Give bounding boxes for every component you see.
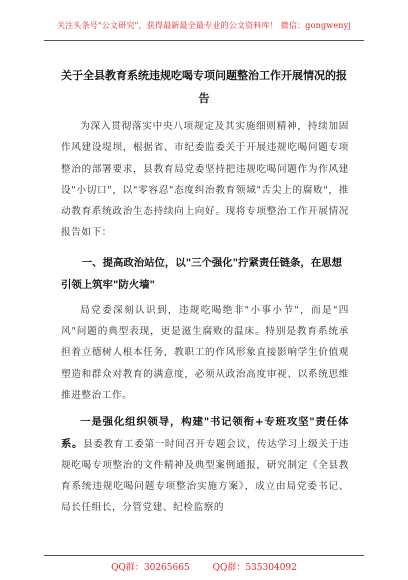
document-body: [61, 116, 349, 519]
section-1-subsection: [61, 412, 349, 518]
header-banner: 关注头条号"公文研究"，获得最新最全最专业的公文资料库！ 微信：gongwenyj: [56, 21, 352, 30]
section-1-heading: 一、提高政治站位，以"三个强化"拧紧责任链条，在思想引领上筑牢"防火墙": [61, 256, 342, 291]
section-1-paragraph: 局党委深刻认识到，违规吃喝绝非"小事小节"，而是"四风"问题的典型表现，更是滋生腐败的温床。特别是教育系统承担着立德树人根本任务，教职工的作风形象直接影响学生价值观塑造和群众对教育的满意度，必须从政治高度审视、以系统思维推进整治工作。: [61, 304, 349, 401]
footer-divider: [44, 555, 364, 556]
footer: [0, 560, 408, 573]
document-title: 关于全县教育系统违规吃喝专项问题整治工作开展情况的报告: [61, 69, 347, 105]
intro-paragraph: 为深入贯彻落实中央八项规定及其实施细则精神，持续加固作风建设堤坝，根据省、市纪委监委关于开展违规吃喝问题专项整治的部署要求，县教育局党委坚持把违规吃喝问题作为作风建设"小切口"，以"零容忍"态度纠治教育领域"舌尖上的腐败"，推动教育系统政治生态持续向上向好。现将专项整治工作开展情况报告如下：: [61, 121, 349, 239]
footer-qq-group-1: QQ群：30265665: [111, 563, 190, 573]
footer-qq-group-2: QQ群：535304092: [212, 563, 297, 573]
subsection-heading: 一是强化组织领导，构建"书记领衔+专班攻坚"责任体系。: [61, 416, 349, 450]
header-divider: [44, 40, 364, 41]
subsection-text: 县委教育工委第一时间召开专题会议，传达学习上级关于违规吃喝专项整治的文件精神及典型案例通报，研究制定《全县教育系统违规吃喝问题专项整治实施方案》，成立由局党委书记、局长任组长，分管党建、纪检监察的: [61, 438, 349, 514]
